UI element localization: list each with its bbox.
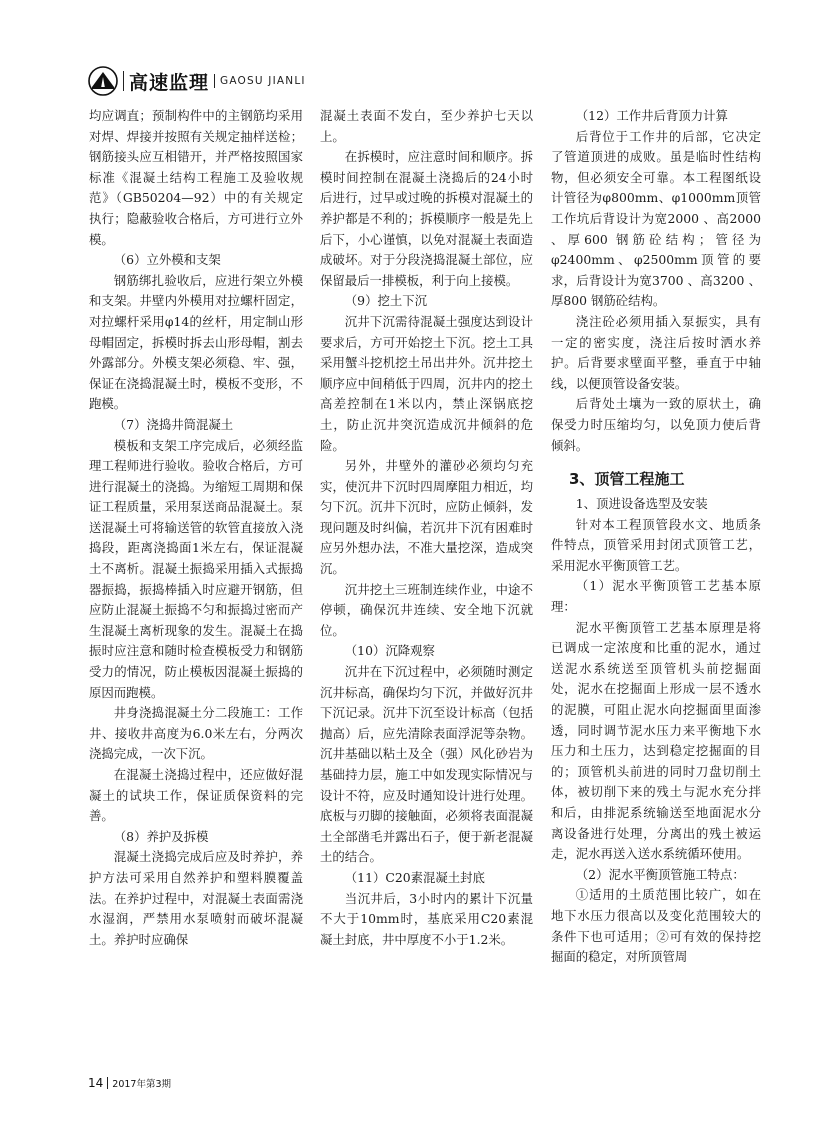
column-left [89, 106, 303, 950]
page-number: 14 [88, 1076, 104, 1090]
body-paragraph: 井身浇捣混凝土分二段施工：工作井、接收井高度为6.0米左右，分两次浇捣完成，一次下沉。 [89, 705, 303, 762]
subsection-heading: （10）沉降观察 [344, 643, 435, 659]
section-heading: 3、顶管工程施工 [569, 470, 685, 489]
body-paragraph: 均应调直；预制构件中的主钢筋均采用对焊、焊接并按照有关规定抽样送检；钢筋接头应互相错开，并严格按照国家标准《混凝土结构工程施工及验收规范》（GB50204—92）中的有关规定执行；隐蔽验收合格后，方可进行立外模。 [89, 108, 303, 247]
body-paragraph: 另外，井壁外的灌砂必须均匀充实，使沉井下沉时四周摩阻力相近，均匀下沉。沉井下沉时，应防止倾斜，发现问题及时纠偏，若沉井下沉有困难时应另外想办法，不准大量挖深，造成突沉。 [320, 458, 533, 577]
body-paragraph: 后背位于工作井的后部，它决定了管道顶进的成败。虽是临时性结构物，但必须安全可靠。本工程图纸设计管径为φ800mm、φ1000mm顶管工作坑后背设计为宽2000 、高2000 、厚600 钢筋砼结构；管径为φ2400mm、φ2500mm顶管的要求，后背设计为宽3700 、高3200 、厚800 钢筋砼结构。 [551, 128, 761, 309]
journal-brand-cn: 高速监理 [129, 71, 210, 94]
body-paragraph: 在混凝土浇捣过程中，还应做好混凝土的试块工作，保证质保资料的完善。 [89, 767, 303, 824]
body-paragraph: 混凝土表面不发白，至少养护七天以上。 [320, 108, 533, 144]
page-header [88, 66, 306, 96]
body-paragraph: 浇注砼必须用插入泵振实，具有一定的密实度，浇注后按时洒水养护。后背要求壁面平整，垂直于中轴线，以便顶管设备安装。 [551, 313, 761, 391]
subsection-heading: （12）工作井后背顶力计算 [575, 108, 728, 123]
column-right [551, 106, 761, 968]
body-paragraph: 泥水平衡顶管工艺基本原理是将已调成一定浓度和比重的泥水，通过送泥水系统送至顶管机头前挖掘面处，泥水在挖掘面上形成一层不透水的泥膜，可阻止泥水向挖掘面里面渗透，同时调节泥水压力来平衡地下水压力和土压力，达到稳定挖掘面的目的；顶管机头前进的同时刀盘切削土体，被切削下来的残土与泥水充分拌和后，由排泥系统输送至地面泥水分离设备进行处理，分离出的残土被运走，泥水再送入送水系统循环使用。 [551, 619, 761, 862]
body-paragraph: 沉井挖土三班制连续作业，中途不停顿，确保沉井连续、安全地下沉就位。 [320, 581, 533, 638]
header-divider [123, 71, 124, 91]
subsection-heading: （9）挖土下沉 [344, 293, 428, 309]
body-paragraph: 针对本工程顶管段水文、地质条件特点，顶管采用封闭式顶管工艺，采用泥水平衡顶管工艺。 [551, 516, 761, 573]
subsection-heading: （1）泥水平衡顶管工艺基本原理： [551, 578, 761, 615]
body-paragraph: 在拆模时，应注意时间和顺序。拆模时间控制在混凝土浇捣后的24小时后进行，过早或过晚的拆模对混凝土的养护都是不利的；拆模顺序一般是先上后下，小心谨慎，以免对混凝土表面造成破坏。对于分段浇捣混凝土部位，应保留最后一排模板，利于向上接模。 [320, 149, 533, 288]
body-paragraph: 后背处土壤为一致的原状土，确保受力时压缩均匀，以免顶力使后背倾斜。 [551, 396, 761, 453]
footer-divider [107, 1077, 108, 1089]
body-paragraph: ①适用的土质范围比较广，如在地下水压力很高以及变化范围较大的条件下也可适用；②可有效的保持挖掘面的稳定，对所顶管周 [551, 887, 761, 965]
subsection-heading: （2）泥水平衡顶管施工特点： [575, 866, 745, 882]
body-paragraph: 沉井在下沉过程中，必须随时测定沉井标高，确保均匀下沉，并做好沉井下沉记录。沉井下沉至设计标高（包括抛高）后，应先清除表面浮泥等杂物。沉井基础以粘土及全（强）风化砂岩为基础持力层，施工中如发现实际情况与设计不符，应及时通知设计进行处理。底板与刃脚的接触面，必须将表面混凝土全部凿毛并露出石子，便于新老混凝土的结合。 [320, 664, 533, 865]
body-paragraph: 沉井下沉需待混凝土强度达到设计要求后，方可开始挖土下沉。挖土工具采用蟹斗挖机挖土吊出井外。沉井挖土顺序应中间稍低于四周，沉井内的挖土高差控制在1米以内，禁止深锅底挖土，防止沉井突沉造成沉井倾斜的危险。 [320, 313, 533, 453]
body-paragraph: 钢筋绑扎验收后，应进行架立外模和支架。井壁内外模用对拉螺杆固定，对拉螺杆采用φ14的丝杆，用定制山形母帽固定，拆模时拆去山形母帽，割去外露部分。外模支架必须稳、牢、强，保证在浇捣混凝土时，模板不变形，不跑模。 [89, 272, 303, 412]
highway-logo-icon [88, 66, 118, 96]
header-divider [214, 74, 215, 88]
subsection-heading: （7）浇捣井筒混凝土 [113, 416, 234, 432]
column-middle [320, 106, 533, 950]
subsection-heading: （6）立外模和支架 [113, 252, 221, 268]
body-paragraph: 当沉井后，3小时内的累计下沉量不大于10mm时，基底采用C20素混凝土封底，井中厚度不小于1.2米。 [320, 890, 533, 947]
subsection-heading: 1、顶进设备选型及安装 [575, 496, 708, 512]
journal-brand-en: GAOSU JIANLI [220, 75, 306, 87]
subsection-heading: （8）养护及拆模 [113, 828, 209, 844]
page-footer [88, 1076, 171, 1090]
body-paragraph: 模板和支架工序完成后，必须经监理工程师进行验收。验收合格后，方可进行混凝土的浇捣。为缩短工周期和保证工程质量，采用泵送商品混凝土。泵送混凝土可将输送管的软管直接放入浇捣段，距离浇捣面1米左右，保证混凝土不离析。混凝土振捣采用插入式振捣器振捣，振捣棒插入时应避开钢筋，但应防止混凝土振捣不匀和振捣过密而产生混凝土离析现象的发生。混凝土在捣振时应注意和随时检查模板受力和钢筋受力的情况，防止模板因混凝土振捣的原因而跑模。 [89, 437, 303, 700]
subsection-heading: （11）C20素混凝土封底 [344, 869, 485, 885]
body-paragraph: 混凝土浇捣完成后应及时养护，养护方法可采用自然养护和塑料膜覆盖法。在养护过程中，对混凝土表面需浇水湿润，严禁用水泵喷射而破坏混凝土。养护时应确保 [89, 849, 303, 947]
issue-label: 2017年第3期 [112, 1079, 172, 1090]
